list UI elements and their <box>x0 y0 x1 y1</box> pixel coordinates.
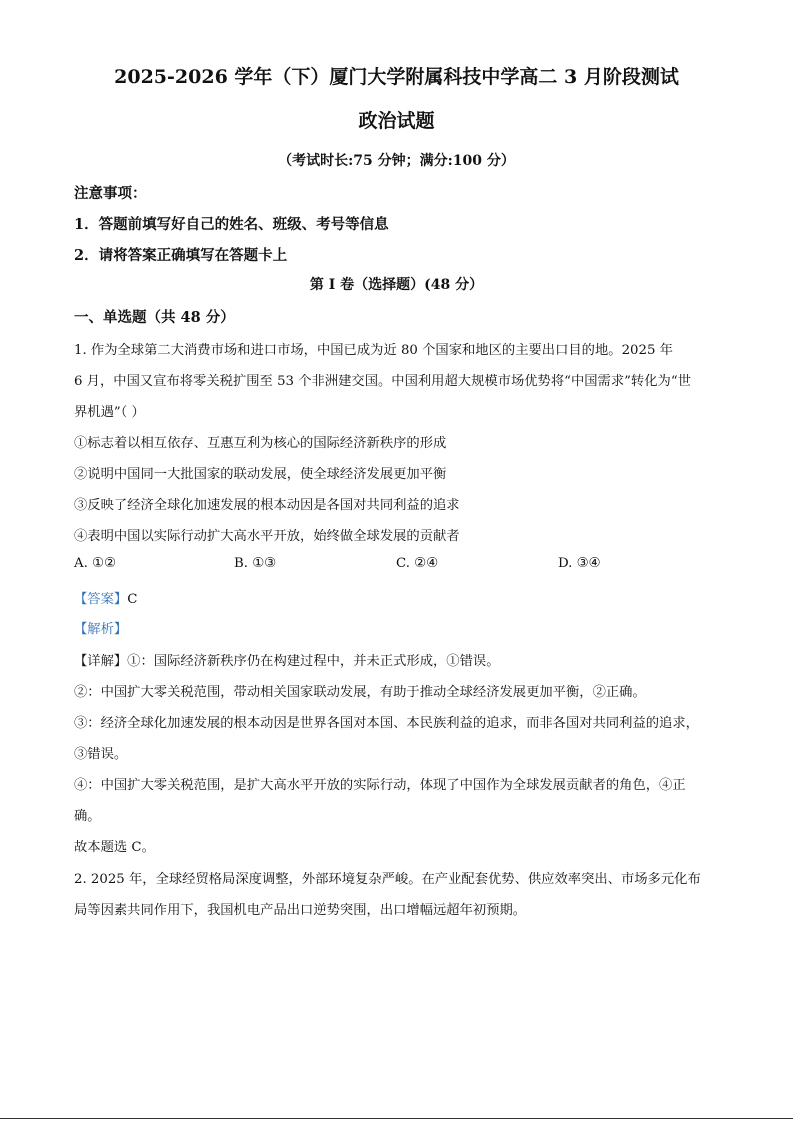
option-b: B. ①③ <box>234 556 277 571</box>
analysis-label: 【解析】 <box>74 622 128 637</box>
notice-item: 1．答题前填写好自己的姓名、班级、考号等信息 <box>74 216 389 233</box>
detail-line: 确。 <box>74 809 101 824</box>
detail-line: ③：经济全球化加速发展的根本动因是世界各国对本国、本民族利益的追求，而非各国对共同利益的追求， <box>74 716 699 731</box>
statement: ④表明中国以实际行动扩大高水平开放，始终做全球发展的贡献者 <box>74 529 460 544</box>
statement: ①标志着以相互依存、互惠互利为核心的国际经济新秩序的形成 <box>74 436 447 451</box>
option-c: C. ②④ <box>396 556 438 571</box>
notice-item: 2．请将答案正确填写在答题卡上 <box>74 247 288 264</box>
answer-value: C <box>127 592 138 607</box>
conclusion-line: 故本题选 C。 <box>74 840 155 855</box>
page-title: 2025-2026 学年（下）厦门大学附属科技中学高二 3 月阶段测试 <box>114 66 679 88</box>
question-stem-line: 界机遇”（ ） <box>74 405 145 420</box>
question-stem-line: 1. 作为全球第二大消费市场和进口市场，中国已成为近 80 个国家和地区的主要出口目的地。2025 年 <box>74 343 673 358</box>
question-stem-line: 6 月，中国又宣布将零关税扩围至 53 个非洲建交国。中国利用超大规模市场优势将“中国需求”转化为“世 <box>74 374 691 389</box>
question-stem-line: 局等因素共同作用下，我国机电产品出口逆势突围，出口增幅远超年初预期。 <box>74 903 527 918</box>
option-d: D. ③④ <box>558 556 601 571</box>
statement: ③反映了经济全球化加速发展的根本动因是各国对共同利益的追求 <box>74 498 460 513</box>
answer-label: 【答案】 <box>74 592 128 607</box>
answer-line <box>74 588 137 607</box>
detail-line: ②：中国扩大零关税范围，带动相关国家联动发展，有助于推动全球经济发展更加平衡，②正确。 <box>74 685 646 700</box>
detail-line: ④：中国扩大零关税范围，是扩大高水平开放的实际行动，体现了中国作为全球发展贡献者的角色，④正 <box>74 778 686 793</box>
page-bottom-rule <box>0 1118 793 1119</box>
detail-line: 【详解】①：国际经济新秩序仍在构建过程中，并未正式形成，①错误。 <box>74 654 500 669</box>
notice-heading: 注意事项： <box>74 185 147 202</box>
question-stem-line: 2. 2025 年，全球经贸格局深度调整，外部环境复杂严峻。在产业配套优势、供应效率突出、市场多元化布 <box>74 872 701 887</box>
detail-line: ③错误。 <box>74 747 128 762</box>
option-a: A. ①② <box>74 556 116 571</box>
part-title: 一、单选题（共 48 分） <box>74 309 235 326</box>
statement: ②说明中国同一大批国家的联动发展，使全球经济发展更加平衡 <box>74 467 447 482</box>
exam-info: （考试时长:75 分钟；满分:100 分） <box>278 153 515 169</box>
subject-title: 政治试题 <box>358 110 435 132</box>
volume-title: 第 I 卷（选择题）(48 分） <box>309 277 484 293</box>
